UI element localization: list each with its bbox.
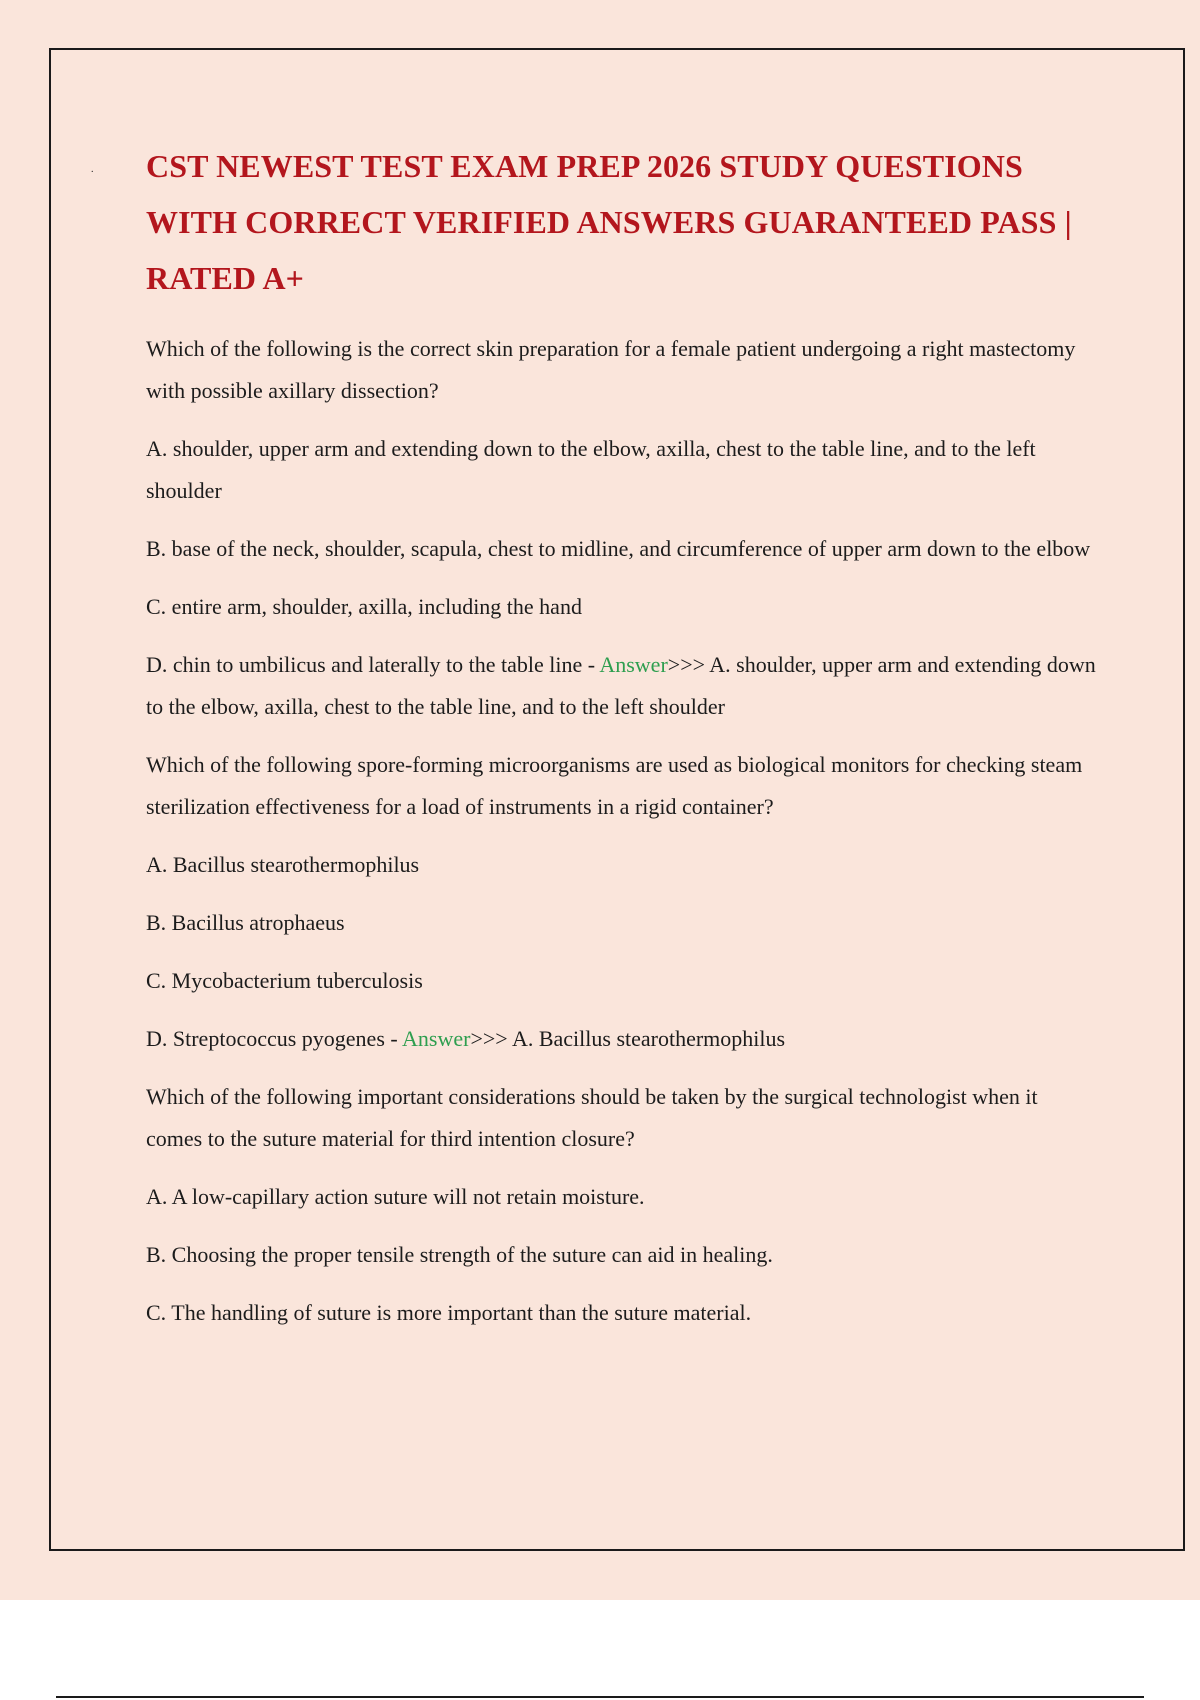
option-b: B. Bacillus atrophaeus bbox=[146, 910, 345, 935]
option-c: C. The handling of suture is more important than the suture material. bbox=[146, 1300, 752, 1325]
option-a: A. Bacillus stearothermophilus bbox=[146, 852, 420, 877]
answer-text: A. Bacillus stearothermophilus bbox=[511, 1026, 786, 1051]
option-c: C. entire arm, shoulder, axilla, including the hand bbox=[146, 594, 582, 619]
question-block-2 bbox=[146, 744, 1096, 1060]
question-text: Which of the following is the correct skin preparation for a female patient undergoing a right mastectomy with possible axillary dissection? bbox=[146, 336, 1076, 403]
option-b: B. base of the neck, shoulder, scapula, chest to midline, and circumference of upper arm down to the elbow bbox=[146, 536, 1091, 561]
document-body bbox=[146, 138, 1096, 1350]
option-d-with-answer bbox=[146, 1018, 1096, 1060]
option-d-with-answer bbox=[146, 644, 1096, 728]
question-text: Which of the following spore-forming microorganisms are used as biological monitors for checking steam sterilization effectiveness for a load of instruments in a rigid container? bbox=[146, 752, 1083, 819]
option-d: D. chin to umbilicus and laterally to the table line - bbox=[146, 652, 600, 677]
question-text: Which of the following important considerations should be taken by the surgical technologist when it comes to the suture material for third intention closure? bbox=[146, 1084, 1038, 1151]
question-block-3 bbox=[146, 1076, 1096, 1334]
answer-label: Answer bbox=[402, 1026, 471, 1051]
option-b: B. Choosing the proper tensile strength of the suture can aid in healing. bbox=[146, 1242, 773, 1267]
answer-arrow: >>> bbox=[470, 1026, 512, 1051]
option-a: A. A low-capillary action suture will not retain moisture. bbox=[146, 1184, 645, 1209]
stray-mark: . bbox=[91, 164, 94, 175]
footer-rule bbox=[56, 1696, 1144, 1698]
answer-text: A. shoulder, upper arm and extending down to the elbow, axilla, chest to the table line, and to the left shoulder bbox=[146, 652, 1096, 719]
option-c: C. Mycobacterium tuberculosis bbox=[146, 968, 423, 993]
option-a: A. shoulder, upper arm and extending down to the elbow, axilla, chest to the table line, and to the left shoulder bbox=[146, 436, 1036, 503]
answer-arrow: >>> bbox=[667, 652, 710, 677]
option-d: D. Streptococcus pyogenes - bbox=[146, 1026, 402, 1051]
answer-label: Answer bbox=[599, 652, 668, 677]
question-block-1 bbox=[146, 328, 1096, 728]
document-title: CST NEWEST TEST EXAM PREP 2026 STUDY QUESTIONS WITH CORRECT VERIFIED ANSWERS GUARANTEED PASS | RATED A+ bbox=[146, 148, 1072, 296]
